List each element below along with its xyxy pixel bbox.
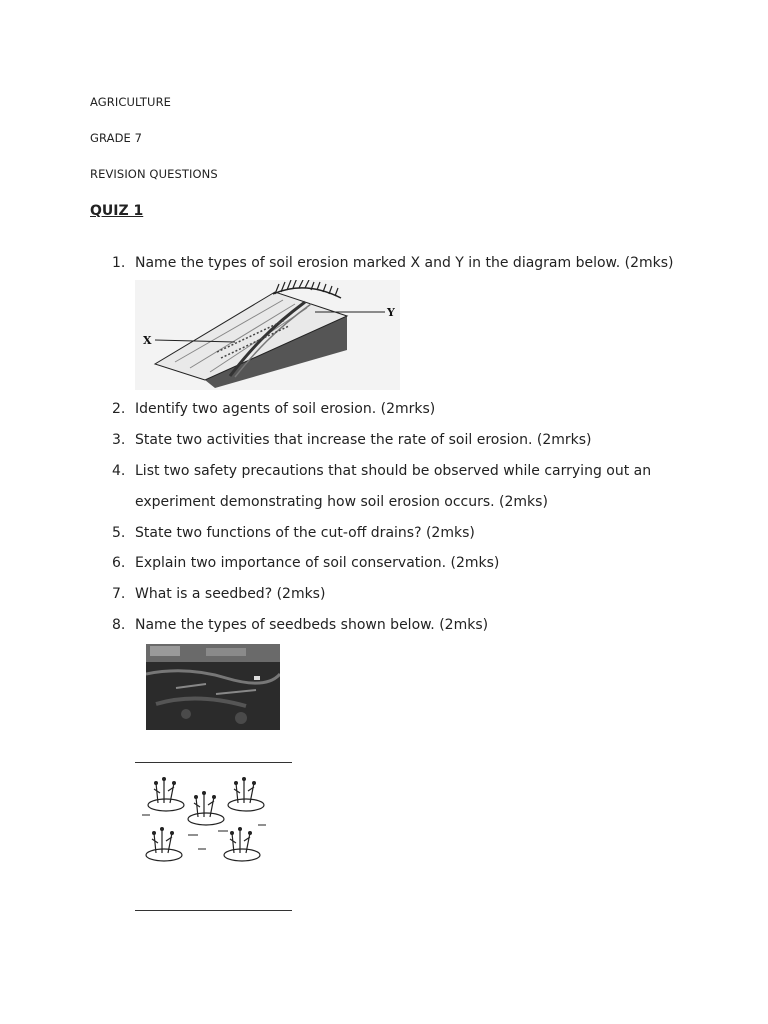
revision-heading: REVISION QUESTIONS bbox=[90, 167, 218, 181]
seedbed-sketch bbox=[138, 775, 274, 867]
seedbed-photo bbox=[146, 644, 280, 730]
question-text: What is a seedbed? (2mks) bbox=[135, 586, 326, 602]
question-text: State two activities that increase the rate of soil erosion. (2mrks) bbox=[135, 432, 592, 448]
question-3 bbox=[112, 430, 592, 450]
question-7 bbox=[112, 584, 325, 604]
question-text: Explain two importance of soil conservation. (2mks) bbox=[135, 555, 500, 571]
quiz-title: QUIZ 1 bbox=[90, 203, 144, 219]
question-text: Identify two agents of soil erosion. (2mrks) bbox=[135, 401, 436, 417]
question-text: Name the types of seedbeds shown below. (2mks) bbox=[135, 617, 489, 633]
question-2 bbox=[112, 399, 435, 419]
answer-line-2[interactable] bbox=[135, 910, 292, 911]
soil-erosion-diagram bbox=[135, 280, 400, 390]
question-number: 4. bbox=[112, 463, 126, 479]
question-number: 7. bbox=[112, 586, 126, 602]
question-number: 6. bbox=[112, 555, 126, 571]
question-text: State two functions of the cut-off drains? (2mks) bbox=[135, 525, 475, 541]
question-text: List two safety precautions that should be observed while carrying out an bbox=[135, 463, 652, 479]
question-number: 5. bbox=[112, 525, 126, 541]
answer-line-1[interactable] bbox=[135, 762, 292, 763]
question-4-continuation: experiment demonstrating how soil erosion occurs. (2mks) bbox=[135, 494, 548, 510]
question-text: Name the types of soil erosion marked X and Y in the diagram below. (2mks) bbox=[135, 255, 674, 271]
question-4 bbox=[112, 461, 651, 481]
question-5 bbox=[112, 523, 475, 543]
question-number: 3. bbox=[112, 432, 126, 448]
label-x: X bbox=[143, 334, 152, 347]
grade-heading: GRADE 7 bbox=[90, 131, 143, 145]
question-number: 2. bbox=[112, 401, 126, 417]
question-1 bbox=[112, 253, 674, 273]
subject-heading: AGRICULTURE bbox=[90, 95, 172, 109]
question-6 bbox=[112, 553, 499, 573]
question-number: 1. bbox=[112, 255, 126, 271]
label-y: Y bbox=[387, 306, 395, 319]
question-8 bbox=[112, 615, 488, 635]
question-number: 8. bbox=[112, 617, 126, 633]
